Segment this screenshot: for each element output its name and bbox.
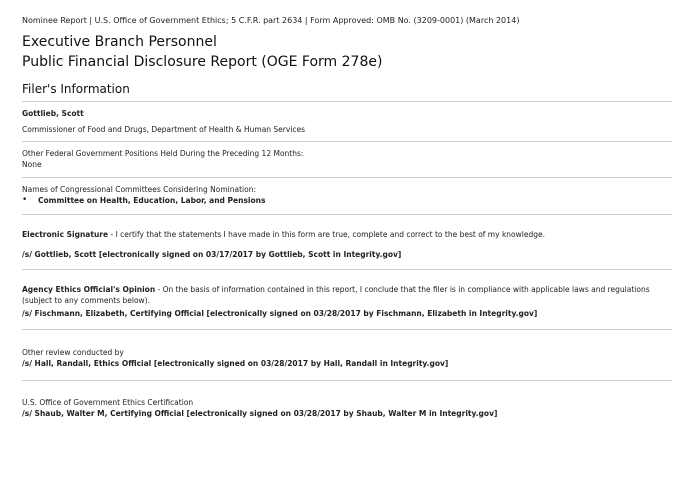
signature-statement bbox=[22, 229, 672, 240]
other-positions-value: None bbox=[22, 160, 42, 169]
committee-list-item bbox=[22, 195, 672, 206]
filer-name: Gottlieb, Scott bbox=[22, 109, 84, 118]
oge-certification-block bbox=[22, 381, 672, 419]
ethics-opinion-block bbox=[22, 270, 672, 330]
report-header-line: Nominee Report | U.S. Office of Government Ethics; 5 C.F.R. part 2634 | Form Approved: OMB No. (3209-0001) (March 2014) bbox=[22, 16, 520, 25]
filer-signed-line: /s/ Gottlieb, Scott [electronically signed on 03/17/2017 by Gottlieb, Scott in Integrity.gov] bbox=[22, 250, 402, 259]
committee-name: Committee on Health, Education, Labor, and Pensions bbox=[38, 196, 266, 205]
signature-label: Electronic Signature bbox=[22, 230, 109, 239]
bullet-icon: • bbox=[22, 195, 28, 205]
certification-signed-line: /s/ Shaub, Walter M, Certifying Official [electronically signed on 03/28/2017 by Shaub, Walter M in Integrity.gov] bbox=[22, 409, 498, 418]
filer-section-title: Filer's Information bbox=[22, 81, 672, 102]
signature-text: - I certify that the statements I have made in this form are true, complete and correct to the best of my knowledge. bbox=[108, 230, 545, 239]
other-positions-block bbox=[22, 142, 672, 178]
other-positions-label: Other Federal Government Positions Held During the Preceding 12 Months: bbox=[22, 149, 304, 158]
electronic-signature-block bbox=[22, 215, 672, 270]
other-review-label: Other review conducted by bbox=[22, 348, 124, 357]
filer-name-block bbox=[22, 102, 672, 122]
ethics-opinion-label: Agency Ethics Official's Opinion bbox=[22, 285, 156, 294]
ethics-opinion-text: - On the basis of information contained in this report, I conclude that the filer is in compliance with applicable laws and regulations (subject to any comments below). bbox=[22, 285, 650, 305]
committees-label: Names of Congressional Committees Considering Nomination: bbox=[22, 185, 256, 194]
ethics-opinion-statement bbox=[22, 284, 672, 306]
report-title-line1: Executive Branch Personnel bbox=[22, 34, 217, 50]
other-review-block bbox=[22, 330, 672, 381]
report-title-line2: Public Financial Disclosure Report (OGE Form 278e) bbox=[22, 54, 383, 70]
ethics-official-signed-line: /s/ Fischmann, Elizabeth, Certifying Official [electronically signed on 03/28/2017 by Fischmann, Elizabeth in Integrity.gov] bbox=[22, 309, 538, 318]
filer-position: Commissioner of Food and Drugs, Department of Health & Human Services bbox=[22, 125, 306, 134]
other-review-signed-line: /s/ Hall, Randall, Ethics Official [electronically signed on 03/28/2017 by Hall, Randall in Integrity.gov] bbox=[22, 359, 449, 368]
certification-label: U.S. Office of Government Ethics Certification bbox=[22, 398, 194, 407]
committees-block bbox=[22, 178, 672, 215]
filer-position-block bbox=[22, 122, 672, 142]
